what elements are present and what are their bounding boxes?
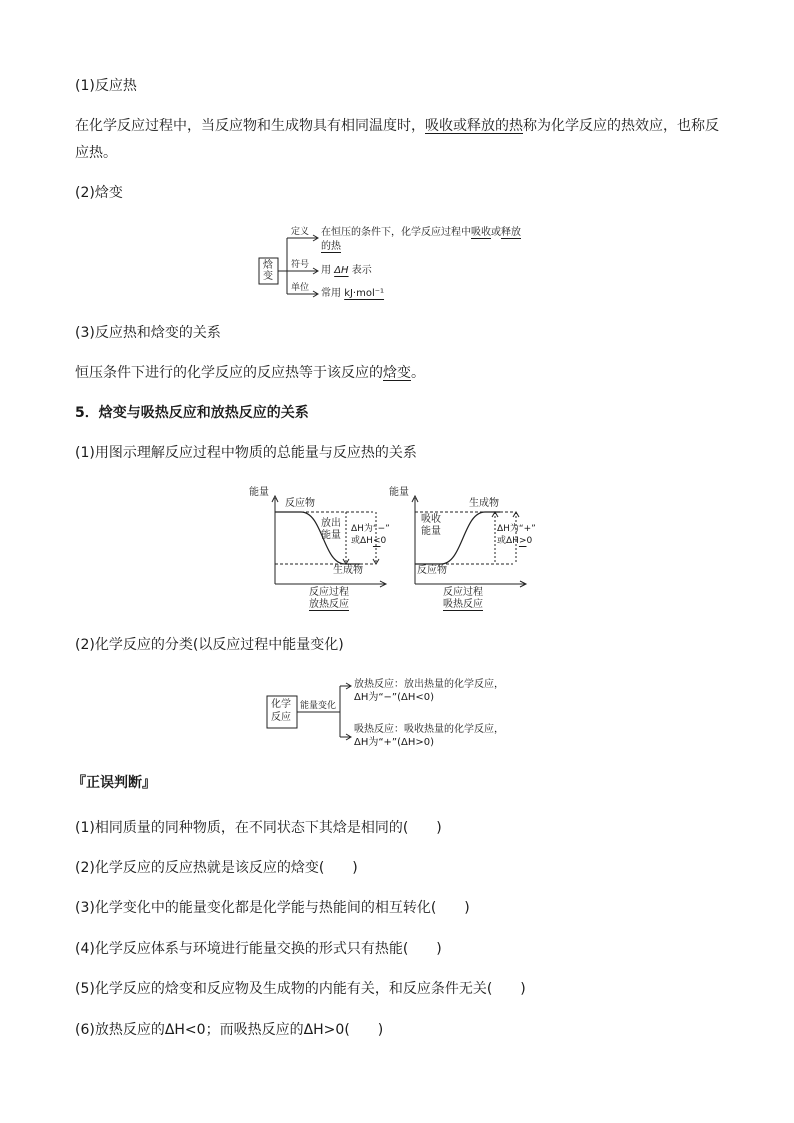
endo-dh-line1: ΔH为“+” <box>497 524 536 534</box>
enthalpy-diagram <box>255 222 555 304</box>
classify-box-bottom: 反应 <box>271 712 291 723</box>
exothermic-line1: 放热反应：放出热量的化学反应， <box>354 679 504 690</box>
text: 。 <box>411 365 425 381</box>
judge-item: (5)化学反应的焓变和反应物及生成物的内能有关，和反应条件无关( ) <box>75 981 526 997</box>
text: 或ΔH <box>497 536 519 546</box>
endo-xlabel: 反应过程 <box>443 587 483 598</box>
symbol-text <box>321 265 372 277</box>
heading-section-5: 5．焓变与吸热反应和放热反应的关系 <box>75 405 309 421</box>
label-definition: 定义 <box>291 227 310 237</box>
exo-product-label: 生成物 <box>333 565 363 576</box>
judge-item: (6)放热反应的ΔH<0；而吸热反应的ΔH>0( ) <box>75 1022 384 1038</box>
endo-dh-line2 <box>497 536 532 547</box>
text: 恒压条件下进行的化学反应的反应热等于该反应的 <box>75 365 383 381</box>
heading-reaction-heat: (1)反应热 <box>75 78 137 94</box>
heading-relation: (3)反应热和焓变的关系 <box>75 325 221 341</box>
text: 在化学反应过程中，当反应物和生成物具有相同温度时， <box>75 118 425 134</box>
text: 称为化学反应的热效应，也称反 <box>523 118 719 134</box>
judge-item: (4)化学反应体系与环境进行能量交换的形式只有热能( ) <box>75 941 442 957</box>
classify-box-top: 化学 <box>271 699 291 710</box>
endo-reactant-label: 反应物 <box>417 565 447 576</box>
underlined-term: 释放 <box>501 227 521 238</box>
endo-product-label: 生成物 <box>469 498 499 509</box>
exo-xlabel: 反应过程 <box>309 587 349 598</box>
text: 在恒压的条件下，化学反应过程中 <box>321 227 471 238</box>
exo-dh-line2 <box>351 536 386 547</box>
exothermic-line2: ΔH为“−”(ΔH<0) <box>354 692 435 703</box>
heading-enthalpy-change: (2)焓变 <box>75 185 123 201</box>
para-relation <box>75 363 425 383</box>
text: 0 <box>380 536 387 546</box>
enthalpy-box-top: 焓 <box>263 260 273 271</box>
underlined-term: < <box>372 536 381 546</box>
classification-diagram <box>262 674 542 754</box>
endo-ylabel: 能量 <box>389 487 409 498</box>
underlined-term: 吸收或释放的热 <box>425 118 523 134</box>
text: 常用 <box>321 288 341 299</box>
text: 或ΔH <box>351 536 373 546</box>
subheading-classification: (2)化学反应的分类(以反应过程中能量变化) <box>75 637 344 653</box>
label-unit: 单位 <box>291 283 310 293</box>
endothermic-line1: 吸热反应：吸收热量的化学反应， <box>354 724 504 735</box>
exo-mid-line2: 能量 <box>321 530 341 541</box>
underlined-term: 焓变 <box>383 365 411 381</box>
text: 或 <box>491 227 501 238</box>
judge-item: (2)化学反应的反应热就是该反应的焓变( ) <box>75 860 358 876</box>
exo-caption: 放热反应 <box>309 599 349 610</box>
unit-text <box>321 288 384 300</box>
judge-title: 『正误判断』 <box>72 775 156 791</box>
underlined-term: ΔH <box>334 265 349 276</box>
endo-mid-line1: 吸收 <box>421 514 441 525</box>
underlined-term: > <box>518 536 527 546</box>
exo-ylabel: 能量 <box>249 487 269 498</box>
exo-reactant-label: 反应物 <box>285 498 315 509</box>
text: 0 <box>526 536 533 546</box>
judge-item: (3)化学变化中的能量变化都是化学能与热能间的相互转化( ) <box>75 900 470 916</box>
endothermic-graph <box>385 484 536 614</box>
energy-change-label: 能量变化 <box>300 701 337 711</box>
exothermic-graph <box>245 484 390 614</box>
para-reaction-heat-line1 <box>75 116 719 136</box>
endo-mid-line2: 能量 <box>421 526 441 537</box>
underlined-term: 的热 <box>321 241 341 252</box>
definition-text <box>321 227 521 239</box>
definition-text-line2 <box>321 241 341 253</box>
endothermic-line2: ΔH为“+”(ΔH>0) <box>354 737 435 748</box>
enthalpy-box-bottom: 变 <box>263 271 273 282</box>
underlined-term: 吸收 <box>471 227 491 238</box>
endo-caption: 吸热反应 <box>443 599 483 610</box>
label-symbol: 符号 <box>291 260 310 270</box>
text: 表示 <box>351 265 372 276</box>
para-reaction-heat-line2: 应热。 <box>75 145 117 161</box>
judge-item: (1)相同质量的同种物质，在不同状态下其焓是相同的( ) <box>75 820 442 836</box>
exo-mid-line1: 放出 <box>321 518 341 529</box>
exo-dh-line1: ΔH为“−” <box>351 524 390 534</box>
subheading-energy-graph: (1)用图示理解反应过程中物质的总能量与反应热的关系 <box>75 445 417 461</box>
text: 用 <box>321 265 331 276</box>
underlined-term: kJ·mol⁻¹ <box>344 288 385 299</box>
